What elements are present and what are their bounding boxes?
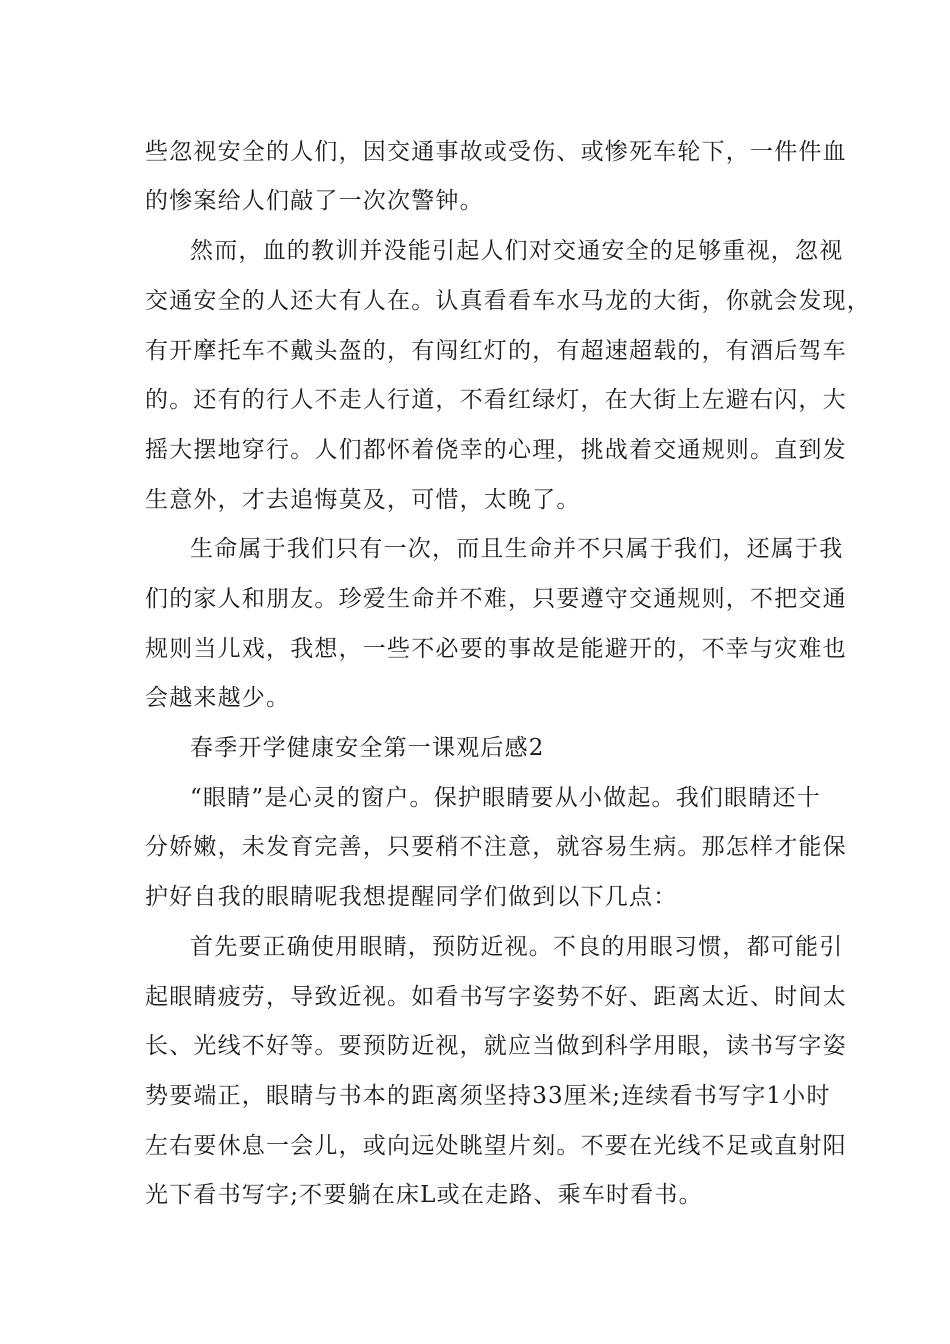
text-line: 交通安全的人还大有人在。认真看看车水马龙的大街，你就会发现，	[145, 288, 871, 314]
text-line: 的。还有的行人不走人行道，不看红绿灯，在大街上左避右闪，大	[145, 387, 847, 413]
text-line: 会越来越少。	[145, 685, 291, 711]
paragraph-first-line: 首先要正确使用眼睛，预防近视。不良的用眼习惯，都可能引	[190, 934, 844, 960]
text-line: 们的家人和朋友。珍爱生命并不难，只要遵守交通规则，不把交通	[145, 586, 847, 612]
section-heading: 春季开学健康安全第一课观后感2	[190, 735, 545, 761]
text-line: 摇大摆地穿行。人们都怀着侥幸的心理，挑战着交通规则。直到发	[145, 437, 847, 463]
paragraph-first-line: 然而，血的教训并没能引起人们对交通安全的足够重视，忽视	[190, 238, 844, 264]
text-line: 光下看书写字;不要躺在床L或在走路、乘车时看书。	[145, 1182, 703, 1208]
text-line: 些忽视安全的人们，因交通事故或受伤、或惨死车轮下，一件件血	[145, 139, 847, 165]
text-line: 分娇嫩，未发育完善，只要稍不注意，就容易生病。那怎样才能保	[145, 834, 847, 860]
paragraph-first-line: 生命属于我们只有一次，而且生命并不只属于我们，还属于我	[190, 536, 844, 562]
text-line: 起眼睛疲劳，导致近视。如看书写字姿势不好、距离太近、时间太	[145, 984, 847, 1010]
text-line: 的惨案给人们敲了一次次警钟。	[145, 188, 484, 214]
text-line: 规则当儿戏，我想，一些不必要的事故是能避开的，不幸与灾难也	[145, 636, 847, 662]
text-line: 左右要休息一会儿，或向远处眺望片刻。不要在光线不足或直射阳	[145, 1133, 847, 1159]
text-line: 长、光线不好等。要预防近视，就应当做到科学用眼，读书写字姿	[145, 1033, 847, 1059]
text-line: 护好自我的眼睛呢我想提醒同学们做到以下几点：	[145, 884, 678, 910]
text-line: 势要端正，眼睛与书本的距离须坚持33厘米;连续看书写字1小时	[145, 1083, 831, 1109]
paragraph-first-line: “眼睛”是心灵的窗户。保护眼睛要从小做起。我们眼睛还十	[190, 785, 821, 811]
text-line: 有开摩托车不戴头盔的，有闯红灯的，有超速超载的，有酒后驾车	[145, 338, 847, 364]
text-line: 生意外，才去追悔莫及，可惜，太晚了。	[145, 487, 581, 513]
